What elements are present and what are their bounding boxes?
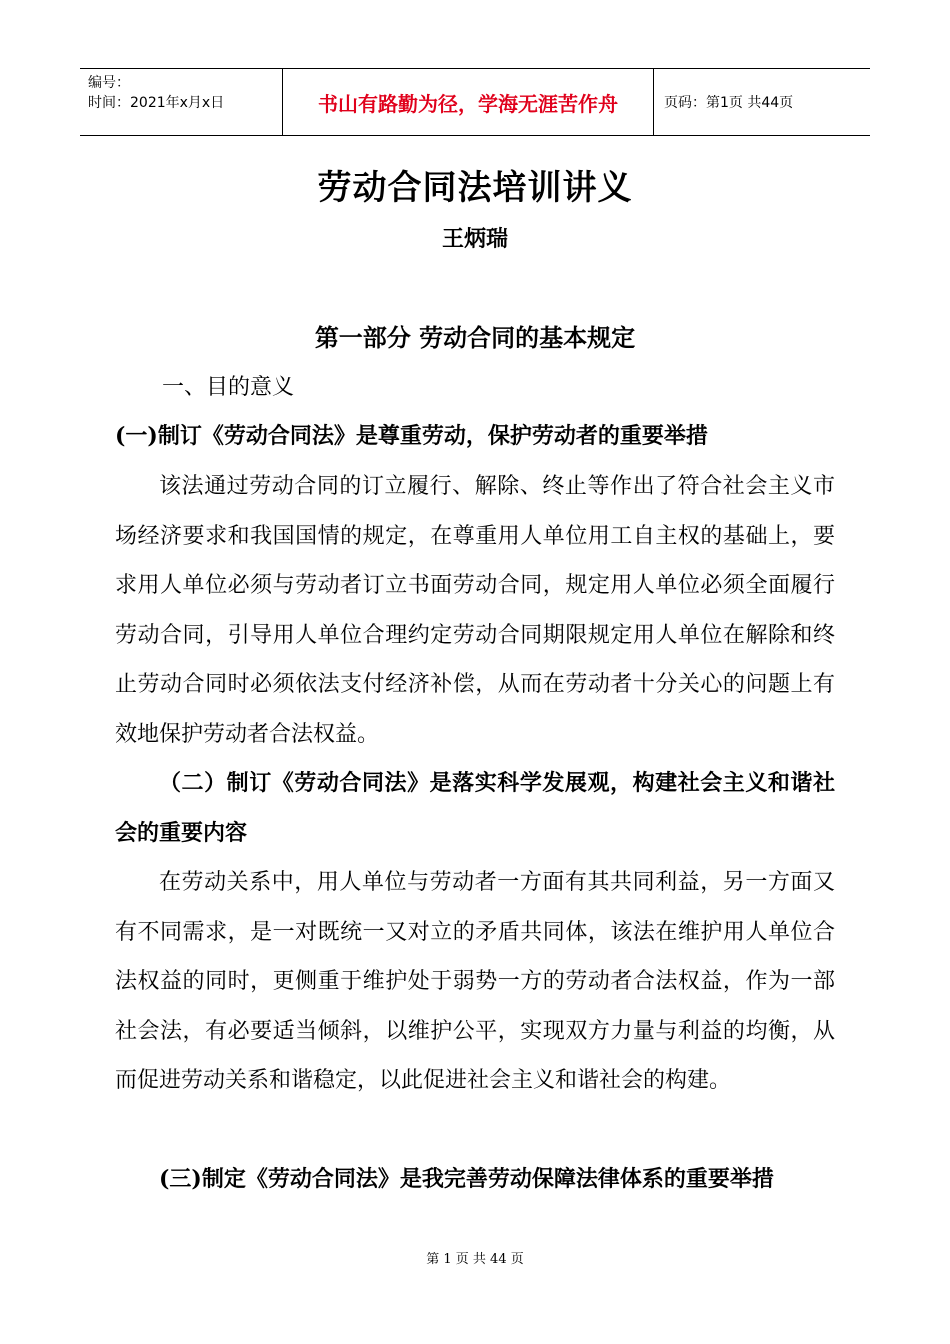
subsection-heading-3: (三)制定《劳动合同法》是我完善劳动保障法律体系的重要举措 bbox=[159, 1166, 774, 1192]
document-title: 劳动合同法培训讲义 bbox=[317, 168, 633, 208]
page-header bbox=[80, 68, 870, 136]
paragraph-2: 在劳动关系中，用人单位与劳动者一方面有其共同利益，另一方面又有不同需求，是一对既统一又对立的矛盾共同体，该法在维护用人单位合法权益的同时，更侧重于维护处于弱势一方的劳动者合法权益，作为一部社会法，有必要适当倾斜，以维护公平，实现双方力量与利益的均衡，从而促进劳动关系和谐稳定，以此促进社会主义和谐社会的构建。 bbox=[115, 870, 835, 1093]
serial-number-label: 编号： bbox=[88, 75, 130, 91]
header-meta bbox=[80, 69, 282, 135]
header-motto: 书山有路勤为径，学海无涯苦作舟 bbox=[282, 69, 654, 135]
page-footer: 第 1 页 共 44 页 bbox=[426, 1252, 524, 1267]
header-page-number: 页码：第1页 共44页 bbox=[664, 95, 794, 111]
subsection-heading-2: （二）制订《劳动合同法》是落实科学发展观，构建社会主义和谐社会的重要内容 bbox=[115, 770, 835, 846]
document-author: 王炳瑞 bbox=[441, 226, 508, 252]
date-label: 时间：2021年x月x日 bbox=[88, 95, 225, 111]
subsection-heading-1: (一)制订《劳动合同法》是尊重劳动，保护劳动者的重要举措 bbox=[115, 423, 708, 449]
section-heading: 一、目的意义 bbox=[162, 375, 295, 400]
paragraph-1: 该法通过劳动合同的订立履行、解除、终止等作出了符合社会主义市场经济要求和我国国情的规定，在尊重用人单位用工自主权的基础上，要求用人单位必须与劳动者订立书面劳动合同，规定用人单位必须全面履行劳动合同，引导用人单位合理约定劳动合同期限规定用人单位在解除和终止劳动合同时必须依法支付经济补偿，从而在劳动者十分关心的问题上有效地保护劳动者合法权益。 bbox=[115, 474, 835, 747]
part-heading: 第一部分 劳动合同的基本规定 bbox=[314, 324, 636, 352]
